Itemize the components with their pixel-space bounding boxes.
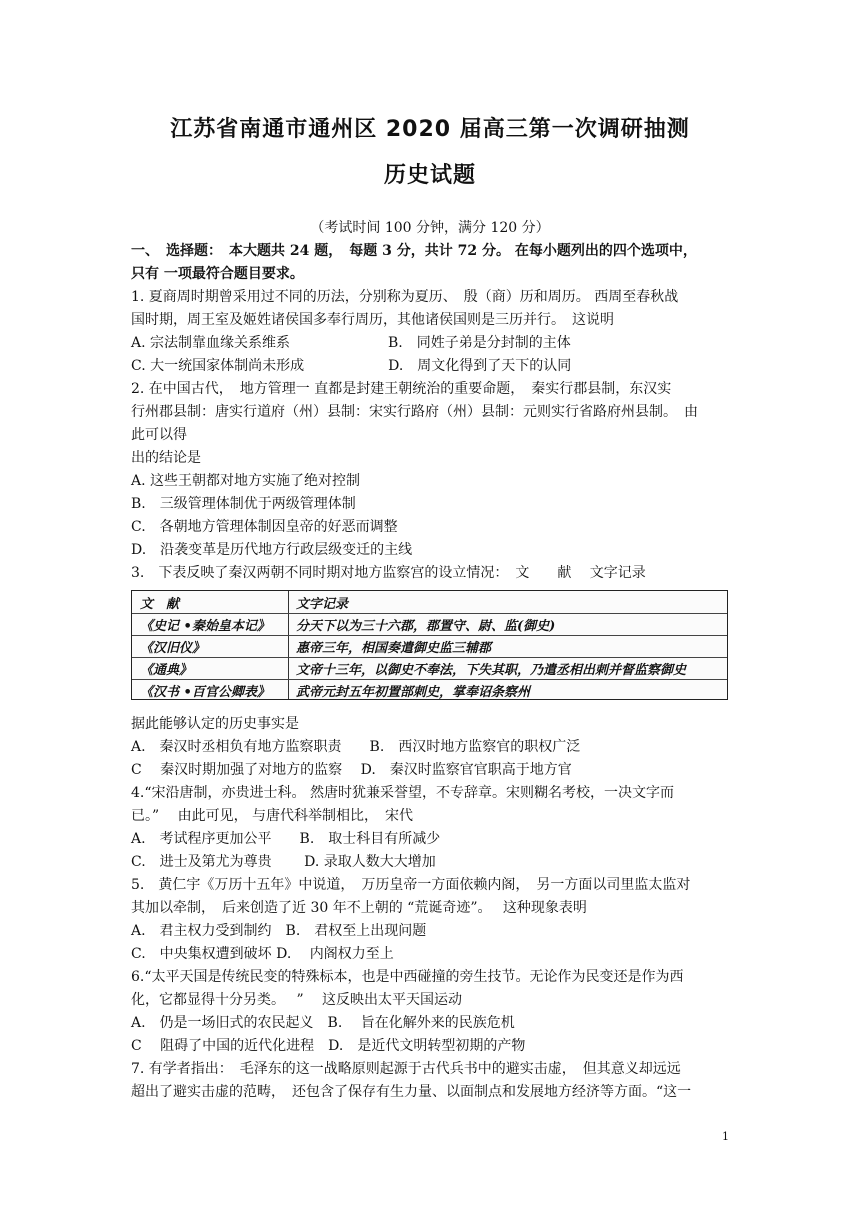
table-row — [132, 679, 727, 701]
question-text-line: 3. 下表反映了秦汉两朝不同时期对地方监察宫的设立情况： 文 献 文字记录 — [131, 565, 646, 581]
question-text-line: 5. 黄仁宇《万历十五年》中说道， 万历皇帝一方面依赖内阁， 另一方面以司里监太监对 — [131, 877, 691, 893]
table-cell: 《通典》 — [140, 663, 193, 678]
table-cell: 文帝十三年，以御史不奉法，下失其职，乃遣丞相出刺并督监察御史 — [296, 663, 687, 678]
question-text-line: 国时期，周王室及姬姓诸侯国多奉行周历，其他诸侯国则是三历并行。 这说明 — [131, 312, 614, 328]
section-heading-line-1: 一、 选择题： 本大题共 24 题， 每题 3 分，共计 72 分。 在每小题列出的四个选项中， — [131, 243, 697, 259]
question-text-line: 2. 在中国古代， 地方管理一 直都是封建王朝统治的重要命题， 秦实行郡县制，东汉实 — [131, 381, 672, 397]
question-text-line: 行州郡县制：唐实行道府（州）县制：宋实行路府（州）县制：元则实行省路府州县制。 由 — [131, 404, 698, 420]
exam-subtitle: 历史试题 — [383, 163, 476, 188]
table-cell: 惠帝三年，相国奏遣御史监三辅郡 — [296, 641, 492, 656]
question-text-line: A. 君主权力受到制约 B. 君权至上出现问题 — [131, 923, 427, 939]
page-number: 1 — [722, 1130, 729, 1143]
question-text-line: 7. 有学者指出： 毛泽东的这一战略原则起源于古代兵书中的避实击虚， 但其意义却远远 — [131, 1061, 681, 1077]
section-heading-line-2: 只有 一项最符合题目要求。 — [131, 266, 304, 282]
table-cell: 《史记 •秦始皇本记》 — [140, 619, 270, 634]
exam-title: 江苏省南通市通州区 2020 届高三第一次调研抽测 — [170, 117, 690, 142]
table-cell: 《汉旧仪》 — [140, 641, 206, 656]
question-text-line: 出的结论是 — [131, 450, 201, 466]
exam-info: （考试时间 100 分钟，满分 120 分） — [310, 220, 550, 236]
question-text-line: 其加以牵制， 后来创造了近 30 年不上朝的 “荒诞奇迹”。 这种现象表明 — [131, 900, 587, 916]
question-text-line: 已。” 由此可见， 与唐代科举制相比， 宋代 — [131, 808, 414, 824]
table-cell: 《汉书 •百官公卿表》 — [140, 685, 270, 700]
question-text-line: A. 仍是一场旧式的农民起义 B. 旨在化解外来的民族危机 — [131, 1015, 515, 1031]
table-header-row — [132, 591, 727, 614]
question-text-line: 4.“宋沿唐制，亦贵进士科。 然唐时犹兼采誉望，不专辞章。宋则糊名考校，一决文字而 — [131, 785, 674, 801]
table-row — [132, 613, 727, 636]
question-text-line: C. 中央集权遭到破坏 D. 内阁权力至上 — [131, 946, 394, 962]
table-row — [132, 657, 727, 680]
question-text-line: A. 考试程序更加公平 B. 取士科目有所减少 — [131, 831, 441, 847]
question-text-line: 6.“太平天国是传统民变的特殊标本，也是中西碰撞的旁生技节。无论作为民变还是作为西 — [131, 969, 684, 985]
question-text-line: 化，它都显得十分另类。 ” 这反映出太平天国运动 — [131, 992, 463, 1008]
question-text-line: 1. 夏商周时期曾采用过不同的历法，分别称为夏历、 殷（商）历和周历。 西周至春秋战 — [131, 289, 679, 305]
question-text-line: C 秦汉时期加强了对地方的监察 D. 秦汉时监察官官职高于地方官 — [131, 762, 572, 778]
table-cell: 分天下以为三十六郡，郡置守、尉、监(御史) — [296, 619, 556, 634]
question-text-line: 超出了避实击虚的范畴， 还包含了保存有生力量、以面制点和发展地方经济等方面。“这一 — [131, 1084, 692, 1100]
question-text-line: C. 各朝地方管理体制因皇帝的好恶而调整 — [131, 519, 398, 535]
question-text-line: 据此能够认定的历史事实是 — [131, 716, 299, 732]
question-text-line: A. 这些王朝都对地方实施了绝对控制 — [131, 473, 361, 489]
question-text-line: B. 三级管理体制优于两级管理体制 — [131, 496, 356, 512]
question-text-line: A. 秦汉时丞相负有地方监察职责 B. 西汉时地方监察官的职权广泛 — [131, 739, 581, 755]
question-text-line: C. 大一统国家体制尚未形成 D. 周文化得到了天下的认同 — [131, 358, 572, 374]
table-header-cell: 文 献 — [140, 597, 180, 612]
question-text-line: D. 沿袭变革是历代地方行政层级变迁的主线 — [131, 542, 413, 558]
table-header-cell: 文字记录 — [296, 597, 349, 612]
supervision-table — [131, 590, 728, 700]
question-text-line: C 阻碍了中国的近代化进程 D. 是近代文明转型初期的产物 — [131, 1038, 526, 1054]
question-text-line: C. 进士及第尤为尊贵 D. 录取人数大大增加 — [131, 854, 436, 870]
table-cell: 武帝元封五年初置部刺史，掌奉诏条察州 — [296, 685, 531, 700]
question-text-line: A. 宗法制靠血缘关系维系 B. 同姓子弟是分封制的主体 — [131, 335, 571, 351]
question-text-line: 此可以得 — [131, 427, 187, 443]
table-row — [132, 635, 727, 658]
